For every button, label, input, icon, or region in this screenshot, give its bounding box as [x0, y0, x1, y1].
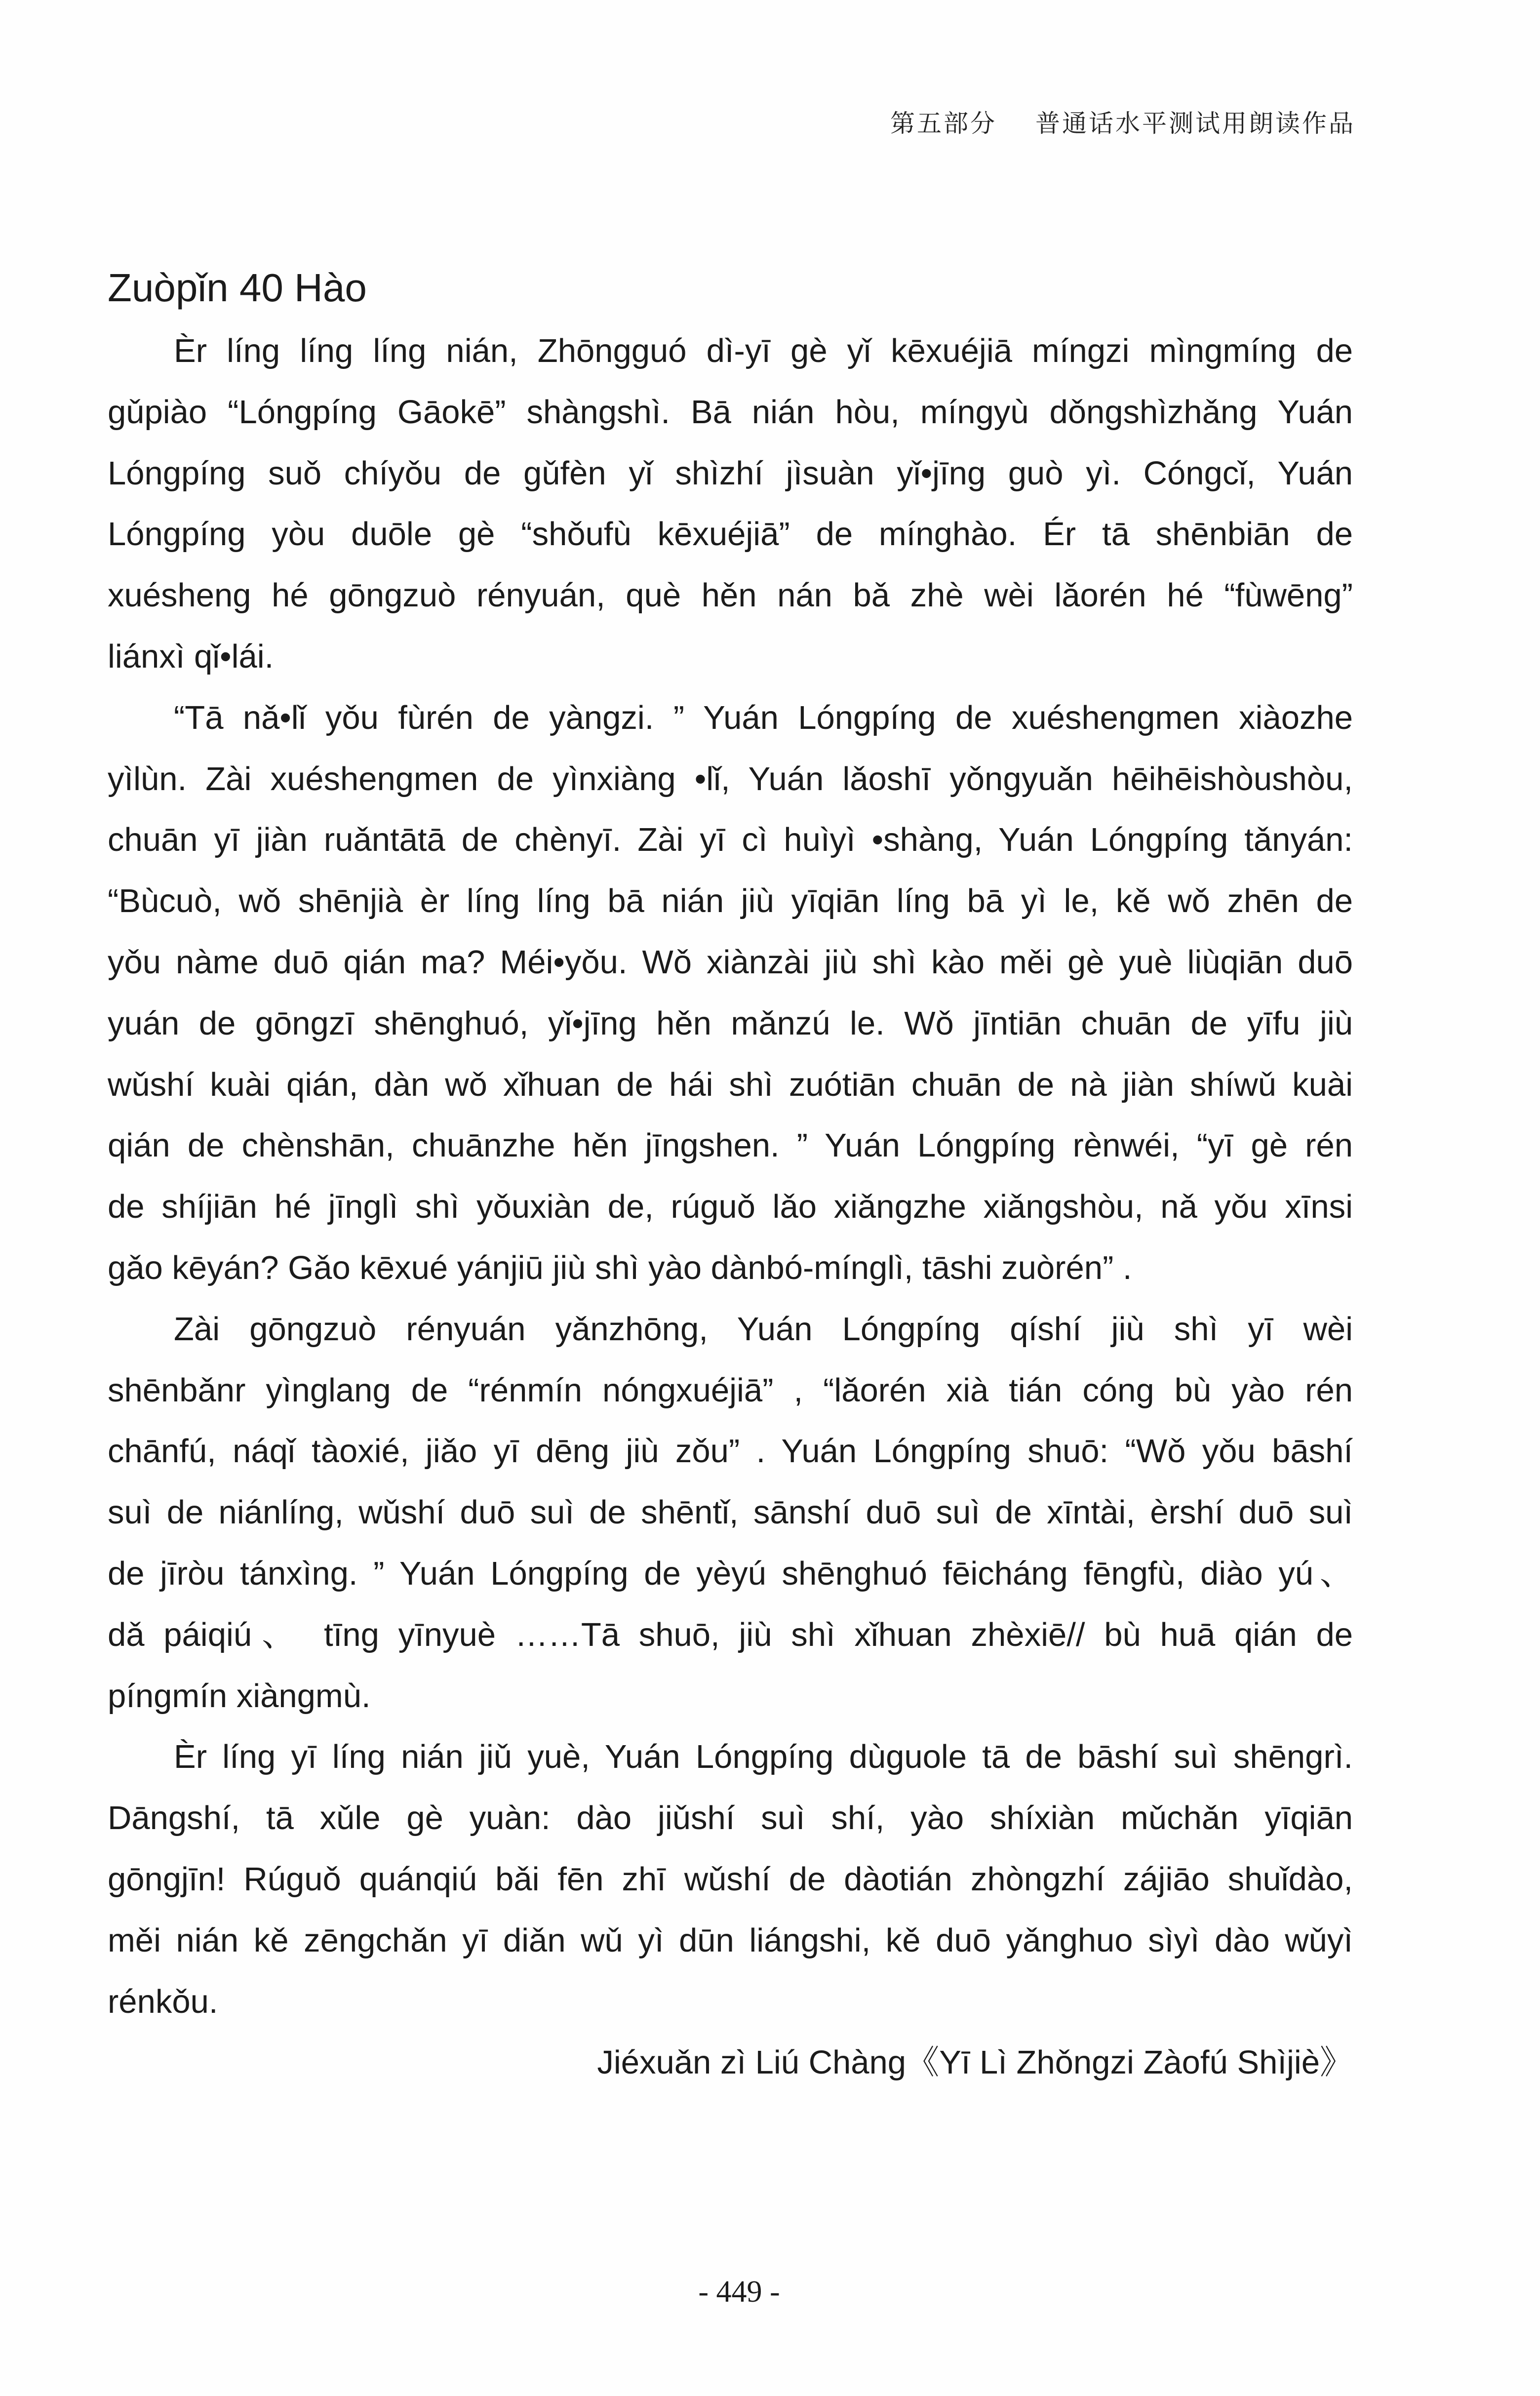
- text-line: dǎ páiqiú、 tīng yīnyuè ……Tā shuō, jiù shì xǐhuan zhèxiē// bù huā qián de: [108, 1616, 1353, 1653]
- text-line: rénkǒu.: [108, 1983, 218, 2020]
- text-line: suì de niánlíng, wǔshí duō suì de shēntǐ, sānshí duō suì de xīntài, èrshí duō suì: [108, 1494, 1353, 1531]
- text-line: Dāngshí, tā xǔle gè yuàn: dào jiǔshí suì shí, yào shíxiàn mǔchǎn yīqiān: [108, 1799, 1353, 1837]
- text-line: píngmín xiàngmù.: [108, 1677, 371, 1715]
- paragraph: [108, 687, 1353, 1299]
- text-line: gǔpiào “Lóngpíng Gāokē” shàngshì. Bā nián hòu, míngyù dǒngshìzhǎng Yuán: [108, 393, 1353, 431]
- text-line: xuésheng hé gōngzuò rényuán, què hěn nán bǎ zhè wèi lǎorén hé “fùwēng”: [108, 577, 1353, 614]
- text-line: liánxì qǐ•lái.: [108, 638, 274, 675]
- text-line: Zài gōngzuò rényuán yǎnzhōng, Yuán Lóngpíng qíshí jiù shì yī wèi: [174, 1310, 1353, 1348]
- paragraph: [108, 1299, 1353, 1727]
- paragraph: [108, 1726, 1353, 2032]
- text-line: Lóngpíng yòu duōle gè “shǒufù kēxuéjiā” de mínghào. Ér tā shēnbiān de: [108, 516, 1353, 553]
- text-line: de shíjiān hé jīnglì shì yǒuxiàn de, rúguǒ lǎo xiǎngzhe xiǎngshòu, nǎ yǒu xīnsi: [108, 1188, 1353, 1226]
- text-line: gōngjīn! Rúguǒ quánqiú bǎi fēn zhī wǔshí de dàotián zhòngzhí zájiāo shuǐdào,: [108, 1860, 1353, 1898]
- text-line: shēnbǎnr yìnglang de “rénmín nóngxuéjiā” , “lǎorén xià tián cóng bù yào rén: [108, 1371, 1353, 1409]
- page-number: - 449 -: [698, 2275, 780, 2309]
- text-line: qián de chènshān, chuānzhe hěn jīngshen. ” Yuán Lóngpíng rènwéi, “yī gè rén: [108, 1127, 1353, 1164]
- running-header-title: 普通话水平测试用朗读作品: [1035, 109, 1355, 138]
- text-line: měi nián kě zēngchǎn yī diǎn wǔ yì dūn liángshi, kě duō yǎnghuo sìyì dào wǔyì: [108, 1921, 1353, 1959]
- article-body: [108, 320, 1353, 2093]
- paragraph: [108, 320, 1353, 687]
- source-attribution: Jiéxuǎn zì Liú Chàng《Yī Lì Zhǒngzi Zàofú Shìjiè》: [597, 2044, 1353, 2081]
- text-line: Èr líng yī líng nián jiǔ yuè, Yuán Lóngpíng dùguole tā de bāshí suì shēngrì.: [174, 1738, 1353, 1776]
- text-line: yìlùn. Zài xuéshengmen de yìnxiàng •lǐ, Yuán lǎoshī yǒngyuǎn hēihēishòushòu,: [108, 760, 1353, 798]
- text-line: “Bùcuò, wǒ shēnjià èr líng líng bā nián jiù yīqiān líng bā yì le, kě wǒ zhēn de: [108, 882, 1353, 920]
- article-title: Zuòpǐn 40 Hào: [108, 266, 367, 310]
- text-line: chuān yī jiàn ruǎntātā de chènyī. Zài yī cì huìyì •shàng, Yuán Lóngpíng tǎnyán:: [108, 821, 1353, 859]
- text-line: yuán de gōngzī shēnghuó, yǐ•jīng hěn mǎnzú le. Wǒ jīntiān chuān de yīfu jiù: [108, 1004, 1353, 1042]
- text-line: “Tā nǎ•lǐ yǒu fùrén de yàngzi. ” Yuán Lóngpíng de xuéshengmen xiàozhe: [174, 699, 1353, 736]
- text-line: de jīròu tánxìng. ” Yuán Lóngpíng de yèyú shēnghuó fēicháng fēngfù, diào yú、: [108, 1555, 1353, 1592]
- text-line: wǔshí kuài qián, dàn wǒ xǐhuan de hái shì zuótiān chuān de nà jiàn shíwǔ kuài: [108, 1066, 1353, 1103]
- text-line: yǒu nàme duō qián ma? Méi•yǒu. Wǒ xiànzài jiù shì kào měi gè yuè liùqiān duō: [108, 943, 1353, 981]
- running-header-section: 第五部分: [890, 109, 997, 138]
- text-line: Lóngpíng suǒ chíyǒu de gǔfèn yǐ shìzhí jìsuàn yǐ•jīng guò yì. Cóngcǐ, Yuán: [108, 454, 1353, 492]
- text-line: Èr líng líng líng nián, Zhōngguó dì-yī gè yǐ kēxuéjiā míngzi mìngmíng de: [174, 332, 1353, 369]
- text-line: gǎo kēyán? Gǎo kēxué yánjiū jiù shì yào dànbó-mínglì, tāshi zuòrén” .: [108, 1249, 1132, 1286]
- running-header: [890, 106, 1355, 141]
- text-line: chānfú, náqǐ tàoxié, jiǎo yī dēng jiù zǒu” . Yuán Lóngpíng shuō: “Wǒ yǒu bāshí: [108, 1433, 1353, 1470]
